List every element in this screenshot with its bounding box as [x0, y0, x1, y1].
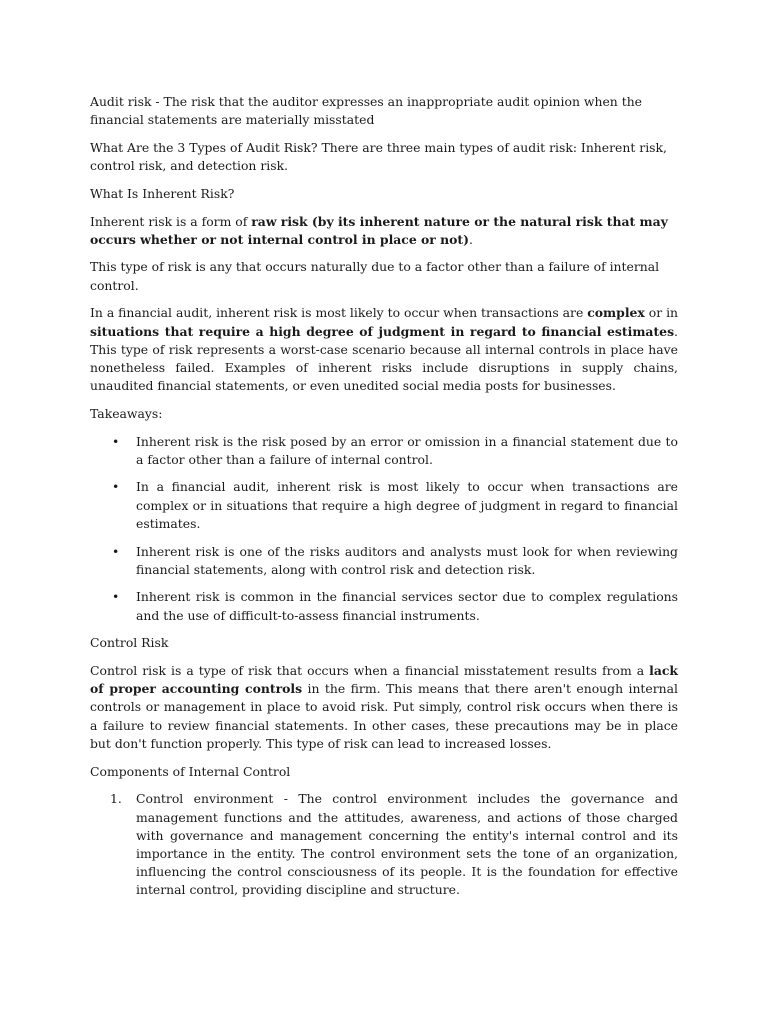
text-run: Control risk is a type of risk that occurs when a financial misstatement results from a [90, 663, 650, 679]
heading-control-risk: Control Risk [90, 635, 169, 651]
text-run: . [469, 231, 473, 247]
list-item-text: Control environment - The control environment includes the governance and management functions and the attitudes, awareness, and actions of those charged with governance and management concerning the entity's internal control and its importance in the entity. The control environment sets the tone of an organization, influencing the control consciousness of its people. It is the foundation for effective internal control, providing discipline and structure. [136, 791, 678, 898]
heading-inherent-risk: What Is Inherent Risk? [90, 185, 235, 201]
text-run: In a financial audit, inherent risk is most likely to occur when transactions are [90, 305, 588, 321]
bullet-icon: • [112, 543, 120, 559]
list-item [90, 433, 678, 469]
inherent-risk-natural: This type of risk is any that occurs naturally due to a factor other than a failure of internal control. [90, 259, 660, 293]
audit-risk-types: What Are the 3 Types of Audit Risk? There are three main types of audit risk: Inherent risk, control risk, and detection risk. [90, 139, 667, 174]
takeaways-label: Takeaways: [90, 405, 163, 421]
bold-text: situations that require a high degree of judgment in regard to financial estimates [90, 323, 675, 339]
bold-text: raw risk (by its inherent nature or the natural risk that may occurs whether or not internal control in place or not) [90, 213, 668, 247]
text-run: in the firm. This means that there aren't enough internal controls or management in place to avoid risk. Put simply, control risk occurs when there is a failure to review financial statements. In other cases, these precautions may be in place but don't function properly. This type of risk can lead to increased losses. [90, 681, 678, 751]
text-run: Inherent risk is a form of [90, 213, 252, 229]
list-item [90, 790, 678, 899]
bold-text: complex [587, 305, 645, 321]
list-item [90, 478, 678, 533]
text-run: . This type of risk represents a worst-case scenario because all internal controls in place have nonetheless failed. Examples of inherent risks include disruptions in supply chains, unaudited financial statements, or even unedited social media posts for businesses. [90, 323, 678, 394]
bold-text: lack of proper accounting controls [90, 663, 678, 697]
text-run: or in [644, 305, 679, 321]
list-item-text: Inherent risk is common in the financial services sector due to complex regulations and the use of difficult-to-assess financial instruments. [136, 589, 678, 623]
bullet-icon: • [112, 589, 120, 605]
list-item [90, 588, 678, 624]
components-list [90, 790, 678, 899]
control-risk-definition [90, 662, 678, 753]
takeaways-list [90, 433, 678, 625]
list-item-text: In a financial audit, inherent risk is most likely to occur when transactions are complex or in situations that require a high degree of judgment in regard to financial estimates. [136, 479, 678, 531]
list-item-text: Inherent risk is one of the risks auditors and analysts must look for when reviewing financial statements, along with control risk and detection risk. [136, 543, 678, 577]
inherent-risk-financial-audit [90, 304, 678, 395]
heading-components-internal-control: Components of Internal Control [90, 763, 291, 779]
list-item [90, 543, 678, 579]
list-number: 1. [110, 791, 122, 807]
inherent-risk-definition [90, 213, 678, 249]
bullet-icon: • [112, 479, 120, 495]
audit-risk-definition: Audit risk - The risk that the auditor expresses an inappropriate audit opinion when the financial statements are materially misstated [90, 94, 643, 128]
bullet-icon: • [112, 433, 120, 449]
list-item-text: Inherent risk is the risk posed by an error or omission in a financial statement due to a factor other than a failure of internal control. [136, 433, 678, 467]
document-page [90, 93, 678, 909]
